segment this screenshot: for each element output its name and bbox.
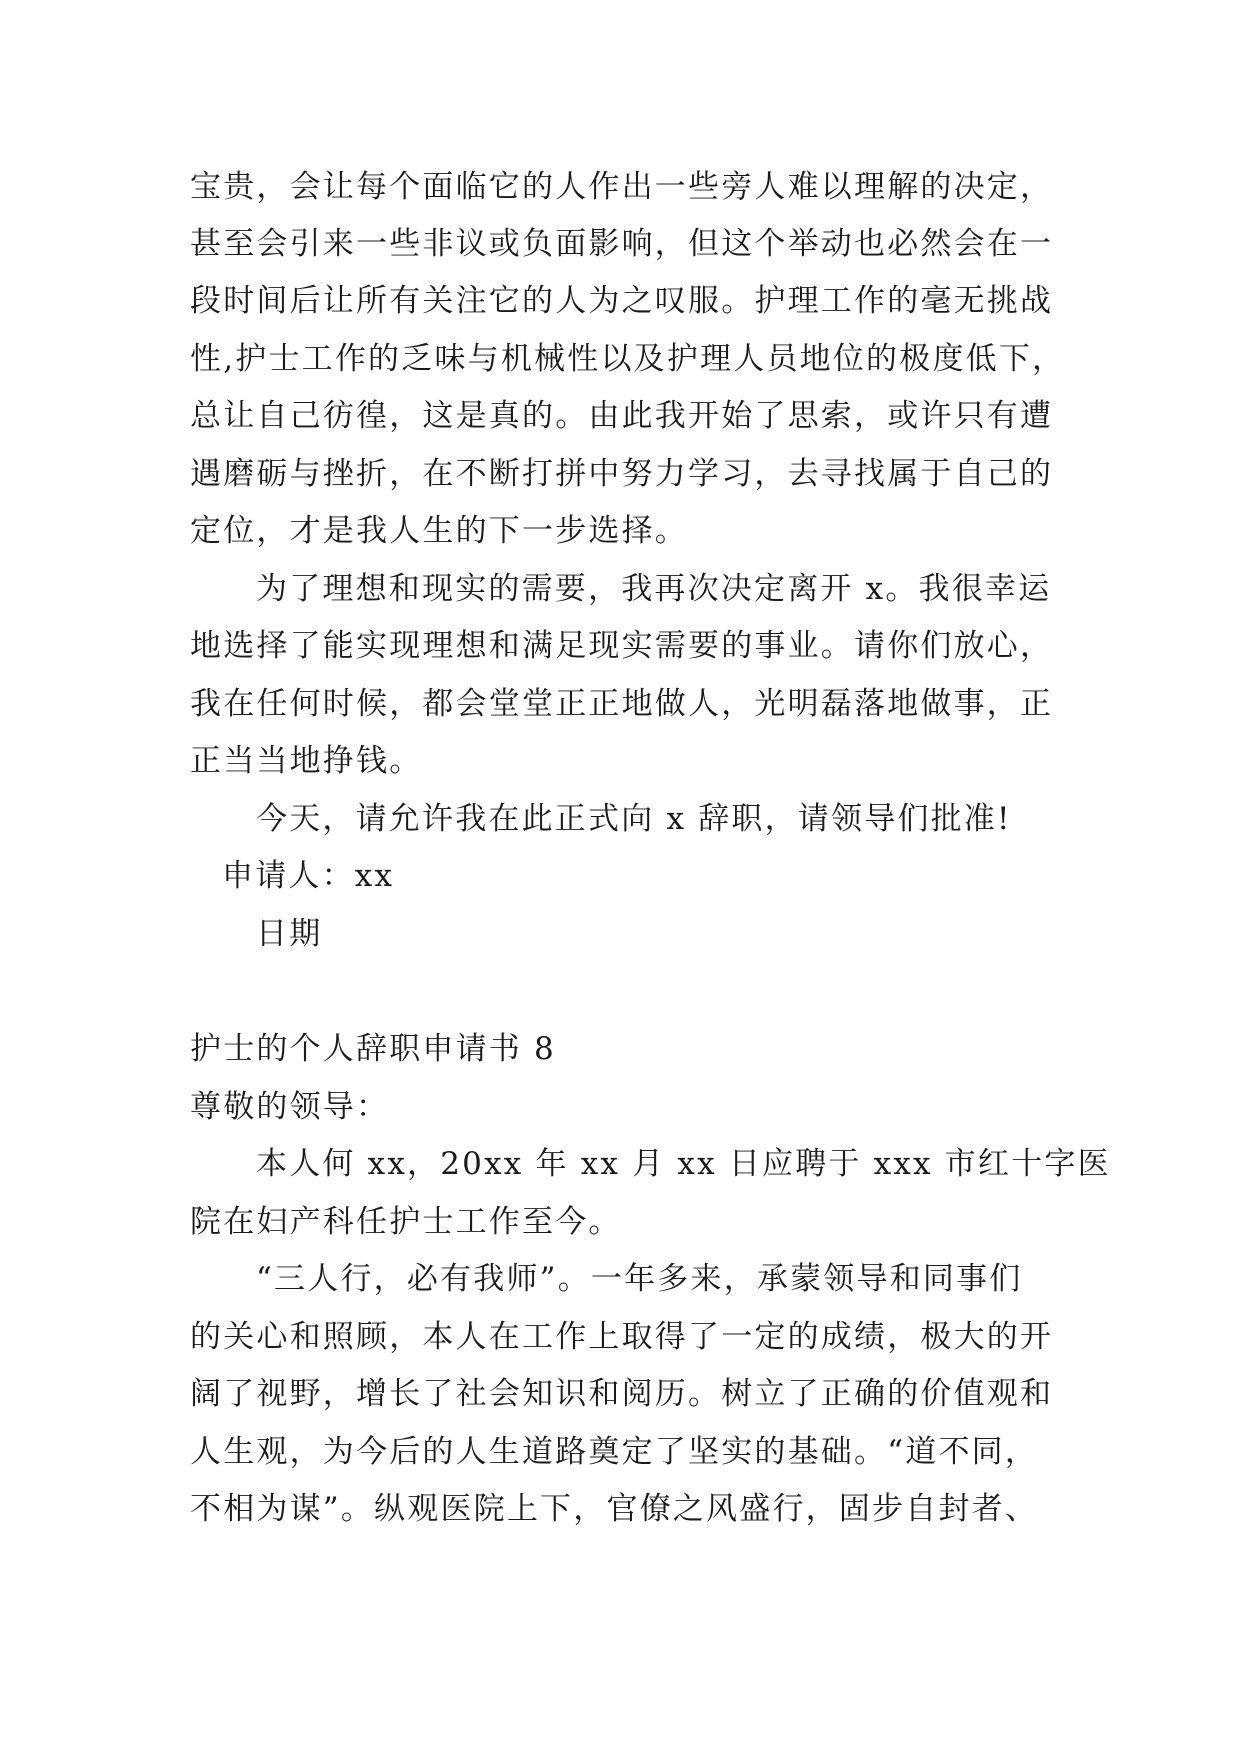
text-line: “三人行，必有我师”。一年多来，承蒙领导和同事们 xyxy=(256,1261,1023,1297)
section-title: 护士的个人辞职申请书 8 xyxy=(190,1031,556,1067)
date-line: 日期 xyxy=(256,916,323,952)
text-line: 遇磨砺与挫折，在不断打拼中努力学习，去寻找属于自己的 xyxy=(190,456,1054,492)
text-line: 地选择了能实现理想和满足现实需要的事业。请你们放心， xyxy=(190,628,1054,664)
text-line: 今天，请允许我在此正式向 x 辞职，请领导们批准! xyxy=(256,801,1012,837)
text-line: 总让自己彷徨，这是真的。由此我开始了思索，或许只有遭 xyxy=(190,398,1054,434)
text-line: 宝贵，会让每个面临它的人作出一些旁人难以理解的决定， xyxy=(190,169,1054,205)
text-line: 甚至会引来一些非议或负面影响，但这个举动也必然会在一 xyxy=(190,226,1054,262)
text-line: 阔了视野，增长了社会知识和阅历。树立了正确的价值观和 xyxy=(190,1376,1054,1412)
text-line: 的关心和照顾，本人在工作上取得了一定的成绩，极大的开 xyxy=(190,1319,1054,1355)
text-line: 我在任何时候，都会堂堂正正地做人，光明磊落地做事，正 xyxy=(190,686,1054,722)
salutation: 尊敬的领导： xyxy=(190,1089,390,1125)
text-line: 人生观，为今后的人生道路奠定了坚实的基础。“道不同， xyxy=(190,1434,1039,1470)
applicant-line: 申请人：xx xyxy=(222,858,395,894)
text-line: 定位，才是我人生的下一步选择。 xyxy=(190,513,688,549)
text-line: 本人何 xx，20xx 年 xx 月 xx 日应聘于 xxx 市红十字医 xyxy=(256,1146,1111,1182)
text-line: 性,护士工作的乏味与机械性以及护理人员地位的极度低下， xyxy=(190,341,1066,377)
text-line: 正当当地挣钱。 xyxy=(190,743,423,779)
text-line: 段时间后让所有关注它的人为之叹服。护理工作的毫无挑战 xyxy=(190,283,1054,319)
text-line: 院在妇产科任护士工作至今。 xyxy=(190,1204,622,1240)
text-line: 为了理想和现实的需要，我再次决定离开 x。我很幸运 xyxy=(256,571,1052,607)
text-line: 不相为谋”。纵观医院上下，官僚之风盛行，固步自封者、 xyxy=(190,1491,1039,1527)
